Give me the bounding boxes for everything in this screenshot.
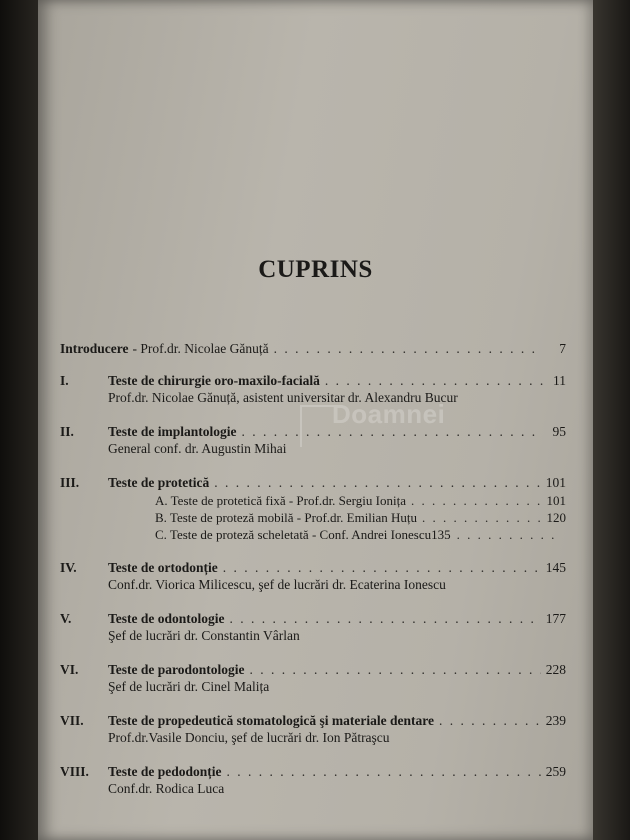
chapter-author: General conf. dr. Augustin Mihai — [108, 441, 287, 456]
toc-row-chapter — [60, 662, 566, 680]
chapter-number: II. — [60, 424, 74, 439]
dot-leader — [223, 560, 541, 576]
dot-leader — [411, 493, 542, 509]
subentry-text: B. Teste de proteză mobilă - Prof.dr. Emilian Huțu — [155, 510, 418, 525]
subentry-text: A. Teste de protetică fixă - Prof.dr. Sergiu Ionița — [155, 493, 406, 508]
dot-leader — [274, 341, 543, 357]
chapter-number: VIII. — [60, 764, 89, 779]
subentry-page: 120 — [546, 510, 566, 525]
toc-row-chapter — [60, 560, 566, 578]
toc-row-chapter — [60, 713, 566, 731]
background-right — [590, 0, 630, 840]
chapter-page: 145 — [545, 560, 566, 575]
toc-row-chapter — [60, 764, 566, 782]
chapter-author: Prof.dr.Vasile Donciu, şef de lucrări dr. Ion Pătraşcu — [108, 730, 390, 745]
chapter-author: Conf.dr. Rodica Luca — [108, 781, 225, 796]
toc-row-chapter — [60, 475, 566, 493]
toc-row-intro — [60, 341, 566, 359]
dot-leader — [422, 510, 541, 526]
chapter-author: Prof.dr. Nicolae Gănuță, asistent universitar dr. Alexandru Bucur — [108, 390, 458, 405]
toc-row-chapter — [60, 424, 566, 442]
chapter-page: 11 — [553, 373, 566, 388]
chapter-page: 177 — [545, 611, 566, 626]
chapter-page: 228 — [545, 662, 566, 677]
toc-row-chapter — [60, 373, 566, 391]
chapter-title: Teste de ortodonție — [108, 560, 218, 575]
book-page — [38, 0, 593, 840]
chapter-number: IV. — [60, 560, 77, 575]
chapter-author: Şef de lucrări dr. Cinel Malița — [108, 679, 270, 694]
chapter-title: Teste de implantologie — [108, 424, 237, 439]
chapter-page: 259 — [545, 764, 566, 779]
chapter-number: I. — [60, 373, 69, 388]
watermark-text: Doamnei — [332, 399, 446, 429]
chapter-title: Teste de parodontologie — [108, 662, 245, 677]
dot-leader — [439, 713, 541, 729]
dot-leader — [242, 424, 543, 440]
chapter-number: VI. — [60, 662, 79, 677]
page-title: CUPRINS — [258, 256, 373, 283]
chapter-title: Teste de pedodonție — [108, 764, 222, 779]
chapter-title: Teste de protetică — [108, 475, 210, 490]
dot-leader — [325, 373, 543, 389]
toc-row-chapter — [60, 611, 566, 629]
toc-subentry — [155, 510, 566, 528]
toc-subentry — [155, 493, 566, 511]
chapter-title: Teste de propedeutică stomatologică şi materiale dentare — [108, 713, 434, 728]
chapter-number: III. — [60, 475, 80, 490]
chapter-author: Şef de lucrări dr. Constantin Vârlan — [108, 628, 300, 643]
chapter-title: Teste de odontologie — [108, 611, 225, 626]
chapter-title: Teste de chirurgie oro-maxilo-facială — [108, 373, 320, 388]
chapter-page: 239 — [545, 713, 566, 728]
dot-leader — [214, 475, 541, 491]
toc-intro-page: 7 — [559, 341, 566, 356]
dot-leader — [250, 662, 541, 678]
toc-subentry — [155, 527, 566, 545]
toc-intro-author: - Prof.dr. Nicolae Gănuță — [132, 341, 269, 356]
chapter-page: 95 — [552, 424, 566, 439]
chapter-author: Conf.dr. Viorica Milicescu, şef de lucrări dr. Ecaterina Ionescu — [108, 577, 446, 592]
dot-leader — [227, 764, 541, 780]
toc-intro-title: Introducere — [60, 341, 129, 356]
dot-leader — [230, 611, 541, 627]
chapter-number: V. — [60, 611, 72, 626]
chapter-page: 101 — [545, 475, 566, 490]
dot-leader — [457, 527, 561, 543]
subentry-page: 101 — [546, 493, 566, 508]
subentry-text: C. Teste de proteză scheletată - Conf. Andrei Ionescu135 — [155, 527, 451, 542]
chapter-number: VII. — [60, 713, 84, 728]
